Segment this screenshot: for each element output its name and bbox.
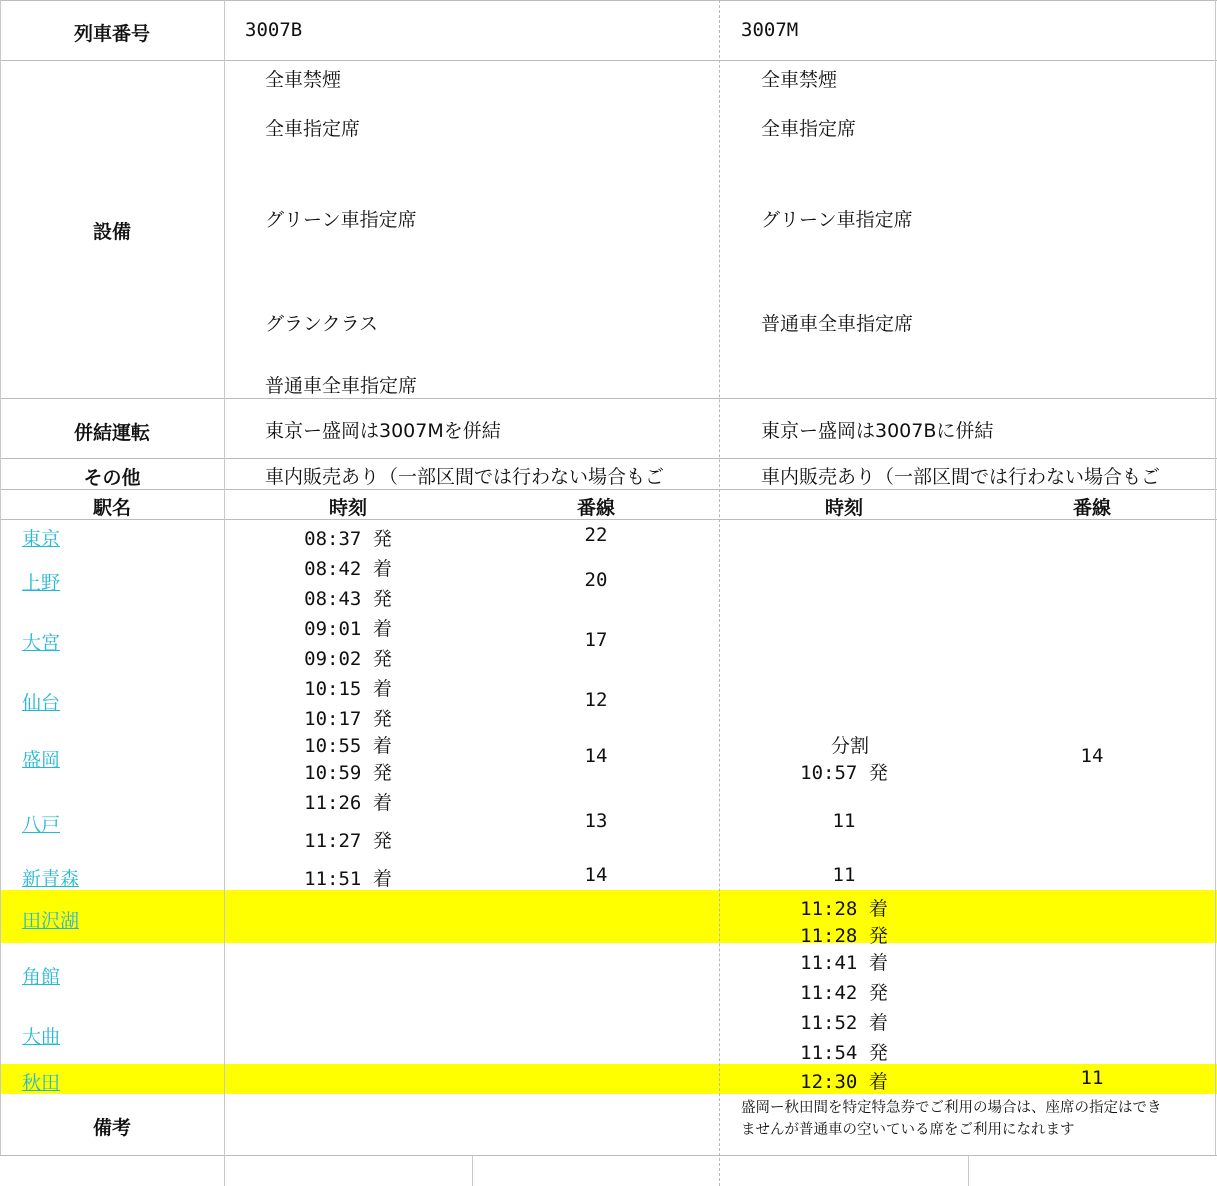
time-a-tokyo-dep: 08:37 発 <box>304 528 392 550</box>
train-number-b: 3007M <box>741 19 799 41</box>
column-time-a: 時刻 <box>328 497 368 519</box>
time-a-morioka-arr: 10:55 着 <box>304 735 392 757</box>
time-b-kakunodate-dep: 11:42 発 <box>800 982 888 1004</box>
time-a-hachinohe-dep: 11:27 発 <box>304 830 392 852</box>
grid-line <box>0 0 1217 1</box>
grid-line <box>0 0 1 1155</box>
station-link-sendai[interactable]: 仙台 <box>22 692 61 714</box>
train-number-a: 3007B <box>245 19 303 41</box>
station-link-tokyo[interactable]: 東京 <box>22 528 61 550</box>
time-b-tazawako-dep: 11:28 発 <box>800 925 888 947</box>
facility-a-ordinary: 普通車全車指定席 <box>265 375 418 397</box>
track-a-morioka: 14 <box>584 745 608 767</box>
time-a-ueno-dep: 08:43 発 <box>304 588 392 610</box>
time-a-morioka-dep: 10:59 発 <box>304 762 392 784</box>
grid-line <box>0 1155 1217 1156</box>
time-b-kakunodate-arr: 11:41 着 <box>800 952 888 974</box>
facility-b-green: グリーン車指定席 <box>761 209 913 231</box>
column-station: 駅名 <box>92 497 132 519</box>
track-a-omiya: 17 <box>584 629 608 651</box>
coupling-a: 東京ー盛岡は3007Mを併結 <box>265 420 501 442</box>
time-a-ueno-arr: 08:42 着 <box>304 558 392 580</box>
time-b-tazawako-arr: 11:28 着 <box>800 898 888 920</box>
station-link-morioka[interactable]: 盛岡 <box>22 749 61 771</box>
grid-line <box>0 398 1217 399</box>
station-link-omiya[interactable]: 大宮 <box>22 632 61 654</box>
remarks-label: 備考 <box>92 1117 132 1139</box>
station-link-tazawako[interactable]: 田沢湖 <box>22 910 80 932</box>
grid-line <box>0 489 1217 490</box>
station-link-akita[interactable]: 秋田 <box>22 1072 61 1094</box>
facility-b-reserved: 全車指定席 <box>761 118 857 140</box>
time-b-morioka-dep: 10:57 発 <box>800 762 888 784</box>
grid-line <box>0 458 1217 459</box>
time-b-omagari-arr: 11:52 着 <box>800 1012 888 1034</box>
track-a-shin-aomori: 14 <box>584 864 608 886</box>
coupling-label: 併結運転 <box>73 422 151 444</box>
station-link-omagari[interactable]: 大曲 <box>22 1026 61 1048</box>
facility-a-reserved: 全車指定席 <box>265 118 361 140</box>
station-link-shin-aomori[interactable]: 新青森 <box>22 868 80 890</box>
track-a-ueno: 20 <box>584 569 608 591</box>
station-link-hachinohe[interactable]: 八戸 <box>22 814 61 836</box>
time-a-omiya-dep: 09:02 発 <box>304 648 392 670</box>
highlight-row-akita <box>0 1064 1217 1094</box>
train-number-label: 列車番号 <box>73 23 151 45</box>
time-b-akita-arr: 12:30 着 <box>800 1071 888 1093</box>
time-b-morioka-split: 分割 <box>830 735 870 757</box>
remarks-b-line1: 盛岡ー秋田間を特定特急券でご利用の場合は、座席の指定はでき <box>741 1100 1162 1116</box>
grid-line <box>968 1155 969 1186</box>
track-a-sendai: 12 <box>584 689 608 711</box>
time-a-omiya-arr: 09:01 着 <box>304 618 392 640</box>
column-track-a: 番線 <box>576 497 616 519</box>
track-a-tokyo: 22 <box>584 524 608 546</box>
facility-a-granclass: グランクラス <box>265 313 379 335</box>
facility-b-nonsmoking: 全車禁煙 <box>761 69 838 91</box>
time-a-sendai-arr: 10:15 着 <box>304 678 392 700</box>
column-time-b: 時刻 <box>824 497 864 519</box>
facilities-label: 設備 <box>92 221 132 243</box>
track-b-morioka: 14 <box>1080 745 1104 767</box>
facility-a-nonsmoking: 全車禁煙 <box>265 69 342 91</box>
time-a-hachinohe-arr: 11:26 着 <box>304 792 392 814</box>
facility-a-green: グリーン車指定席 <box>265 209 417 231</box>
other-a: 車内販売あり（一部区間では行わない場合もご <box>265 466 665 488</box>
station-link-ueno[interactable]: 上野 <box>22 572 61 594</box>
column-track-b: 番線 <box>1072 497 1112 519</box>
remarks-b-line2: ませんが普通車の空いている席をご利用になれます <box>741 1122 1075 1138</box>
grid-line <box>719 0 720 1186</box>
time-a-shin-aomori-arr: 11:51 着 <box>304 868 392 890</box>
time-b-shin-aomori: 11 <box>832 864 856 886</box>
track-b-akita: 11 <box>1080 1067 1104 1089</box>
other-b: 車内販売あり（一部区間では行わない場合もご <box>761 466 1161 488</box>
time-b-hachinohe: 11 <box>832 810 856 832</box>
other-label: その他 <box>83 467 141 489</box>
coupling-b: 東京ー盛岡は3007Bに併結 <box>761 420 994 442</box>
grid-line <box>0 60 1217 61</box>
grid-line <box>1215 0 1216 1155</box>
grid-line <box>224 0 225 1186</box>
station-link-kakunodate[interactable]: 角館 <box>22 966 61 988</box>
facility-b-ordinary: 普通車全車指定席 <box>761 313 914 335</box>
time-a-sendai-dep: 10:17 発 <box>304 708 392 730</box>
time-b-omagari-dep: 11:54 発 <box>800 1042 888 1064</box>
track-a-hachinohe: 13 <box>584 810 608 832</box>
grid-line <box>472 1155 473 1186</box>
highlight-row-tazawako <box>0 890 1217 943</box>
